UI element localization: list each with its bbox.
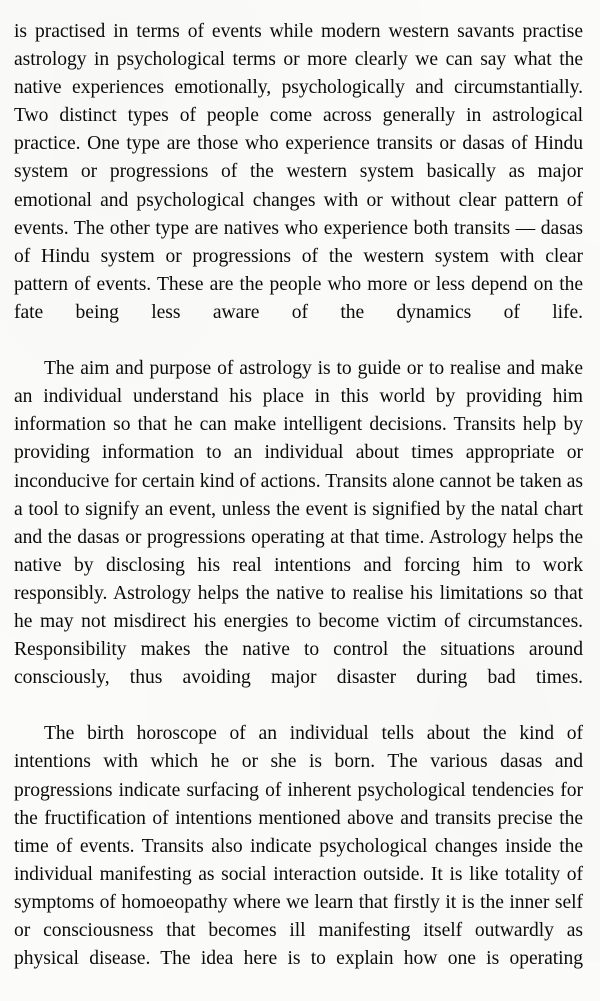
- body-paragraph-3: The birth horoscope of an individual tells about the kind of intentions with which he or she is born. The various dasas and progressions indicate surfacing of inherent psychological tendencies for the fructification of intentions mentioned above and transits precise the time of events. Transits also indicate psychological changes inside the individual manifesting as social interaction outside. It is like totality of symptoms of homoeopathy where we learn that firstly it is the inner self or consciousness that becomes ill manifesting itself outwardly as physical disease. The idea here is to explain how one is operating: [14, 723, 583, 970]
- page-text-column: [14, 18, 583, 1001]
- body-paragraph-1: is practised in terms of events while modern western savants practise astrology in psychological terms or more clearly we can say what the native experiences emotionally, psychologically and circumstantially. Two distinct types of people come across generally in astrological practice. One type are those who experience transits or dasas of Hindu system or progressions of the western system basically as major emotional and psychological changes with or without clear pattern of events. The other type are natives who experience both transits — dasas of Hindu system or progressions of the western system with clear pattern of events. These are the people who more or less depend on the fate being less aware of the dynamics of life.: [14, 21, 583, 323]
- body-paragraph-2: The aim and purpose of astrology is to guide or to realise and make an individual understand his place in this world by providing him information so that he can make intelligent decisions. Transits help by providing information to an individual about times appropriate or inconducive for certain kind of actions. Transits alone cannot be taken as a tool to signify an event, unless the event is signified by the natal chart and the dasas or progressions operating at that time. Astrology helps the native by disclosing his real intentions and forcing him to work responsibly. Astrology helps the native to realise his limitations so that he may not misdirect his energies to become victim of circumstances. Responsibility makes the native to control the situations around consciously, thus avoiding major disaster during bad times.: [14, 358, 583, 689]
